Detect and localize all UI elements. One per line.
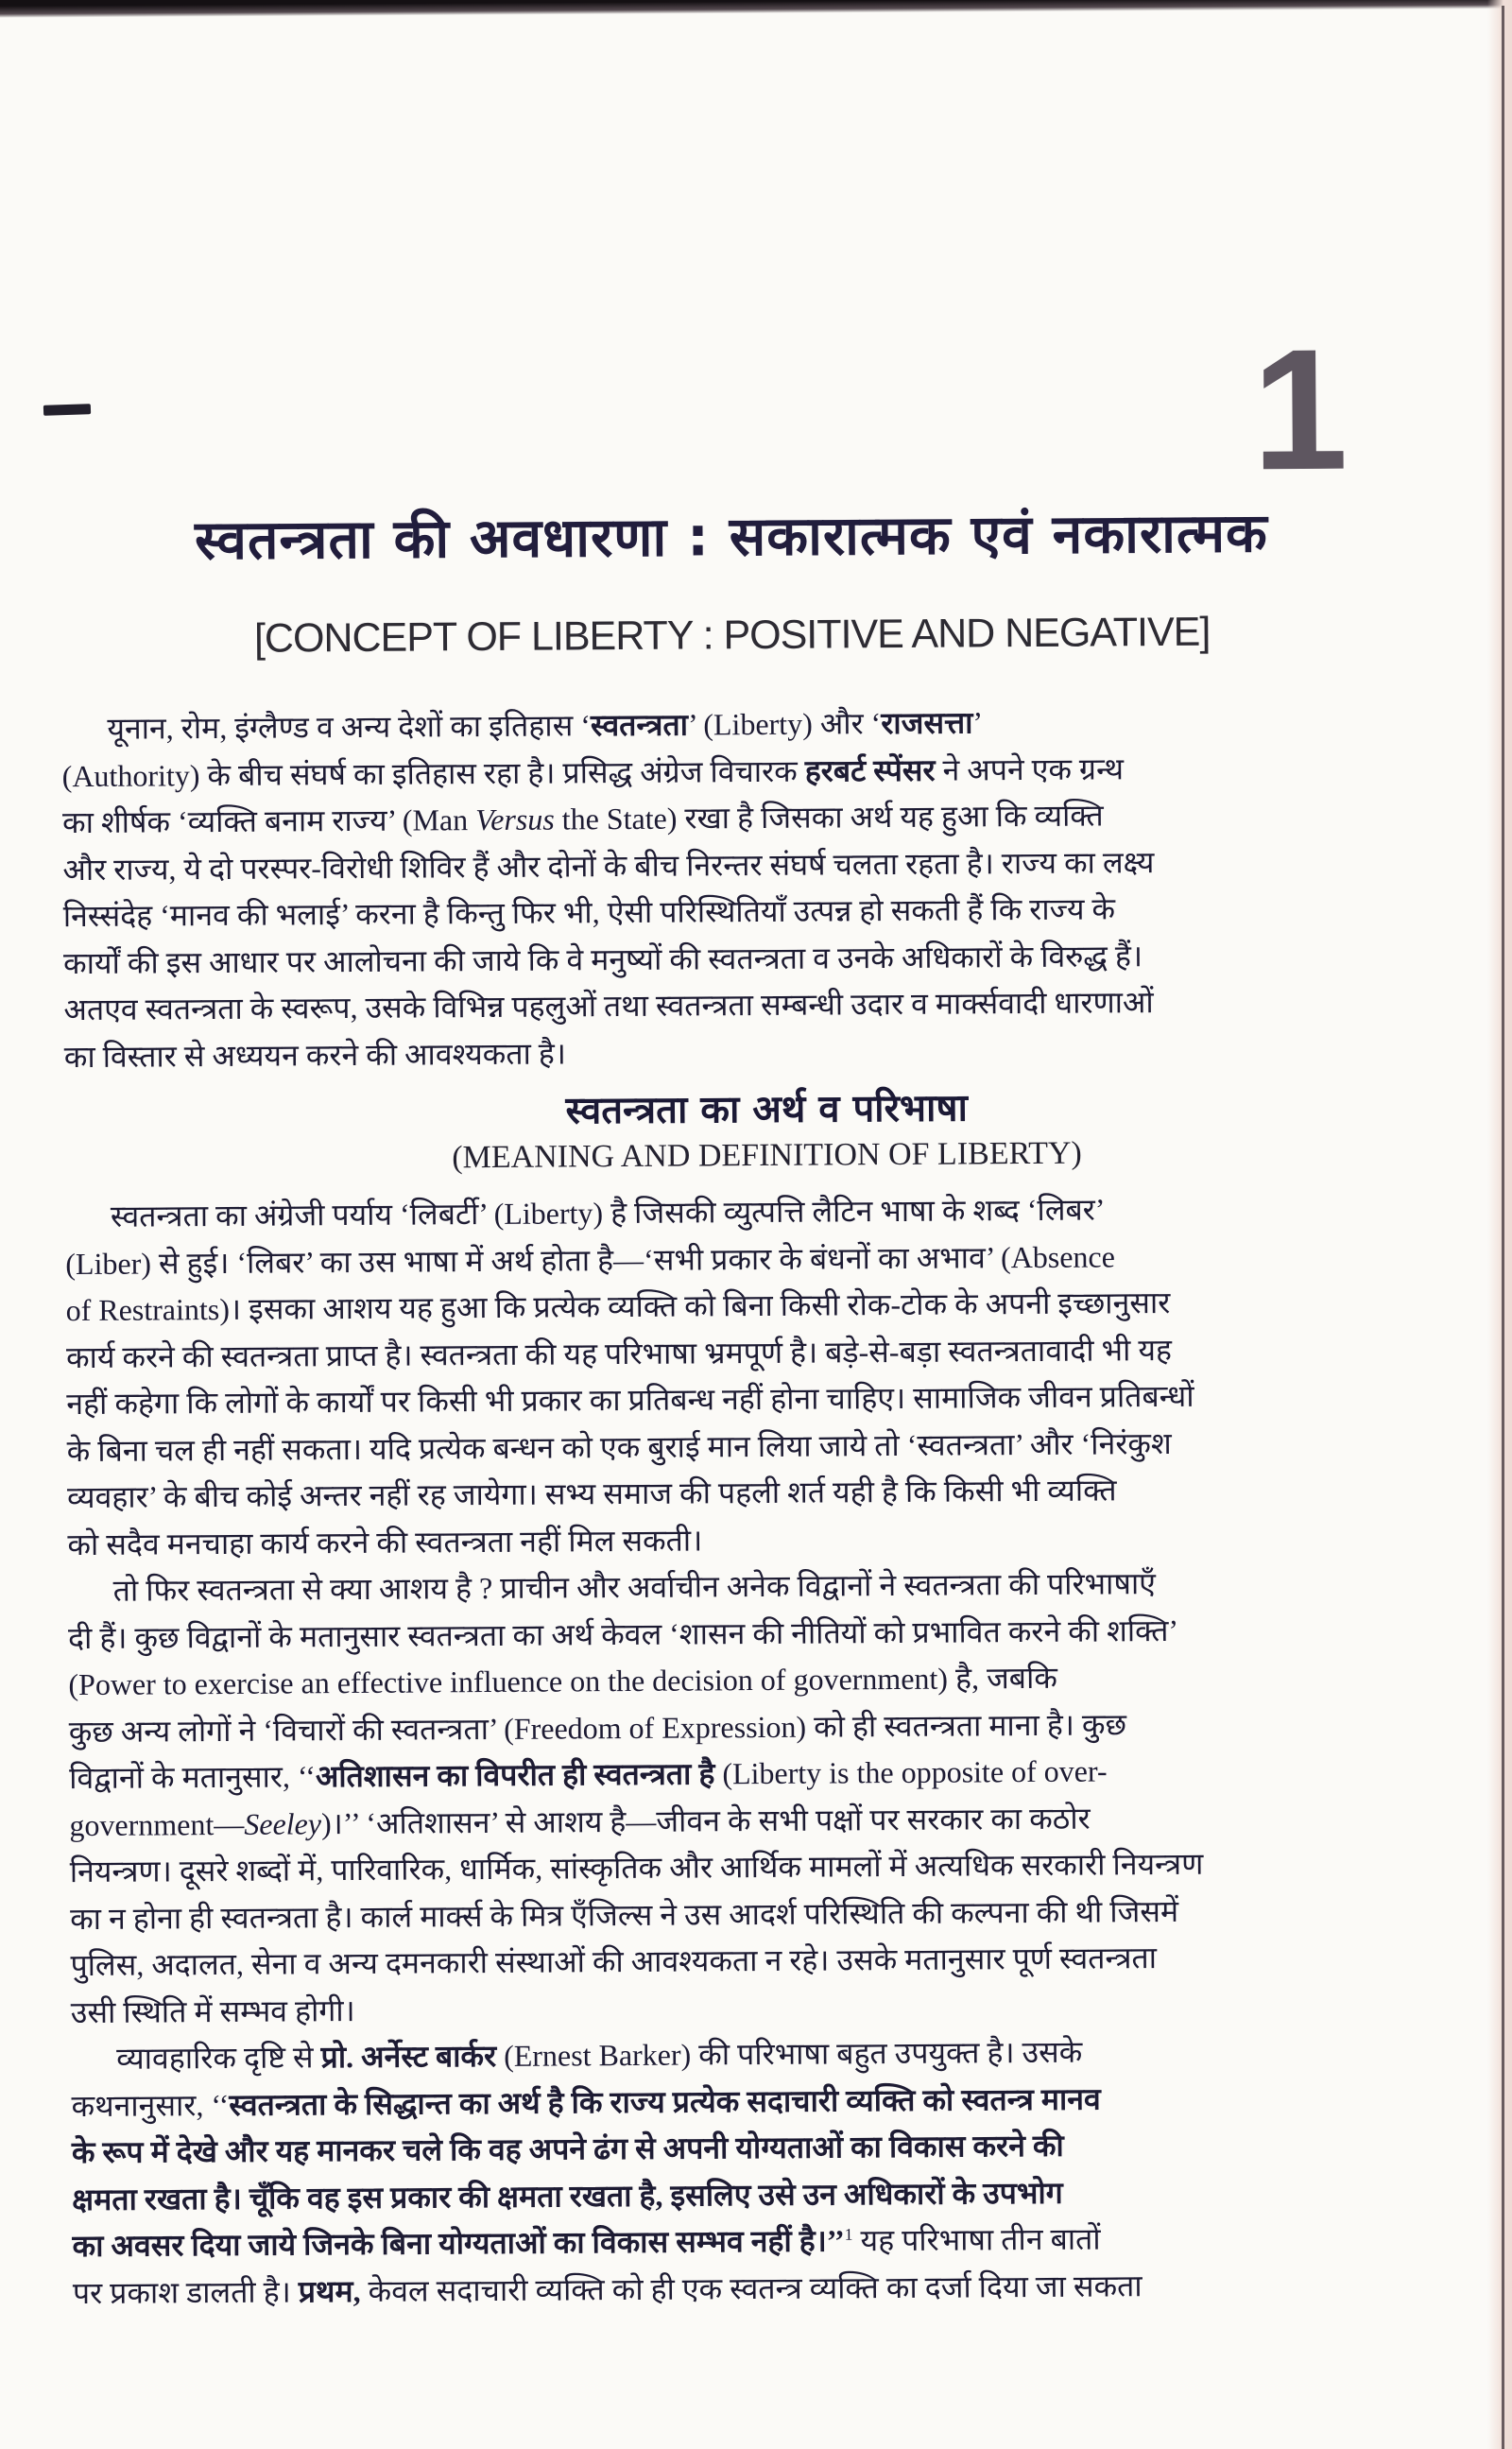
- text-segment: स्वतन्त्रता के सिद्धान्त का अर्थ है कि राज्य प्रत्येक सदाचारी व्यक्ति को स्वतन्त्र मानव: [229, 2081, 1101, 2122]
- text-segment: विद्वानों के मतानुसार, ‘‘: [68, 1759, 316, 1796]
- text-segment: नहीं कहेगा कि लोगों के कार्यों पर किसी भी प्रकार का प्रतिबन्ध नहीं होना चाहिए। सामाजिक जीवन प्रतिबन्धों: [66, 1378, 1194, 1422]
- text-segment: ’ (Liberty) और ‘: [687, 706, 882, 742]
- text-segment: उसी स्थिति में सम्भव होगी।: [70, 1992, 355, 2029]
- text-segment: दी हैं। कुछ विद्वानों के मतानुसार स्वतन्त्रता का अर्थ केवल ‘शासन की नीतियों को प्रभावित करने की शक्ति’: [67, 1613, 1179, 1655]
- text-segment: of Restraints)। इसका आशय यह हुआ कि प्रत्येक व्यक्ति को बिना किसी रोक-टोक के अपनी इच्छानुसार: [65, 1285, 1171, 1328]
- section-heading: स्वतन्त्रता का अर्थ व परिभाषा: [565, 1086, 969, 1133]
- text-segment: (Authority) के बीच संघर्ष का इतिहास रहा है। प्रसिद्ध अंग्रेज विचारक: [61, 753, 805, 793]
- text-segment: तो फिर स्वतन्त्रता से क्या आशय है ? प्राचीन और अर्वाचीन अनेक विद्वानों ने स्वतन्त्रता की परिभाषाएँ: [112, 1566, 1157, 1608]
- section-subheading: (MEANING AND DEFINITION OF LIBERTY): [452, 1135, 1082, 1176]
- text-segment: केवल सदाचारी व्यक्ति को ही एक स्वतन्त्र व्यक्ति का दर्जा दिया जा सकता: [360, 2268, 1143, 2308]
- paragraph: [68, 1559, 1475, 2036]
- text-segment: यह परिभाषा तीन बातों: [852, 2221, 1101, 2258]
- text-segment: ने अपने एक ग्रन्थ: [935, 750, 1125, 787]
- text-segment: (Liberty is the opposite of over-: [714, 1753, 1108, 1791]
- body-text: [61, 697, 1477, 2317]
- intro-paragraph: [61, 697, 1469, 1080]
- text-segment: व्यवहार’ के बीच कोई अन्तर नहीं रह जायेगा। सभ्य समाज की पहली शर्त यही है कि किसी भी व्यक्ति: [66, 1473, 1117, 1515]
- text-segment: यूनान, रोम, इंग्लैण्ड व अन्य देशों का इतिहास ‘: [107, 708, 592, 746]
- text-segment: का विस्तार से अध्ययन करने की आवश्यकता है।: [63, 1035, 567, 1074]
- text-segment: व्यावहारिक दृष्टि से: [116, 2040, 321, 2076]
- text-segment: क्षमता रखता है। चूँकि वह इस प्रकार की क्षमता रखता है, इसलिए उसे उन अधिकारों के उपभोग: [72, 2175, 1063, 2216]
- text-segment: स्वतन्त्रता: [590, 707, 689, 743]
- text-segment: (Power to exercise an effective influence on the decision of government) है, जबकि: [68, 1660, 1057, 1702]
- text-segment: कार्यों की इस आधार पर आलोचना की जाये कि वे मनुष्यों की स्वतन्त्रता व उनके अधिकारों के विरुद्ध हैं।: [62, 938, 1143, 980]
- section-paragraphs: [65, 1184, 1477, 2317]
- text-segment: (Ernest Barker) की परिभाषा बहुत उपयुक्त है। उसके: [495, 2034, 1083, 2073]
- text-segment: अतिशासन का विपरीत ही स्वतन्त्रता है: [315, 1756, 715, 1794]
- text-segment: के रूप में देखे और यह मानकर चले कि वह अपने ढंग से अपनी योग्यताओं का विकास करने की: [71, 2128, 1064, 2170]
- text-segment: (Liber) से हुई। ‘लिबर’ का उस भाषा में अर्थ होता है—‘सभी प्रकार के बंधनों का अभाव’ (Absence: [65, 1238, 1116, 1281]
- text-segment: के बिना चल ही नहीं सकता। यदि प्रत्येक बन्धन को एक बुराई मान लिया जाये तो ‘स्वतन्त्रता’ और ‘निरंकुश: [66, 1425, 1172, 1468]
- chapter-number: 1: [1251, 312, 1349, 507]
- text-segment: को सदैव मनचाहा कार्य करने की स्वतन्त्रता नहीं मिल सकती।: [67, 1522, 703, 1561]
- text-line: [64, 1024, 1469, 1080]
- text-segment: का न होना ही स्वतन्त्रता है। कार्ल मार्क्स के मित्र एँजिल्स ने उस आदर्श परिस्थिति की कल्पना की थी जिसमें: [70, 1893, 1179, 1936]
- text-segment: Versus: [475, 802, 555, 837]
- text-segment: अतएव स्वतन्त्रता के स्वरूप, उसके विभिन्न पहलुओं तथा स्वतन्त्रता सम्बन्धी उदार व मार्क्सवादी धारणाओं: [63, 985, 1154, 1027]
- text-segment: )।’’ ‘अतिशासन’ से आशय है—जीवन के सभी पक्षों पर सरकार का कठोर: [320, 1801, 1091, 1840]
- text-segment: कार्य करने की स्वतन्त्रता प्राप्त है। स्वतन्त्रता की यह परिभाषा भ्रमपूर्ण है। बड़े-से-बड़ा स्वतन्त्रतावादी भी यह: [65, 1332, 1173, 1374]
- text-segment: पुलिस, अदालत, सेना व अन्य दमनकारी संस्थाओं की आवश्यकता न रहे। उसके मतानुसार पूर्ण स्वतन्त्रता: [70, 1940, 1158, 1983]
- text-segment: कथनानुसार, ‘‘: [71, 2087, 230, 2123]
- text-segment: और राज्य, ये दो परस्पर-विरोधी शिविर हैं और दोनों के बीच निरन्तर संघर्ष चलता रहता है। राज्य का लक्ष्य: [62, 844, 1155, 887]
- text-segment: नियन्त्रण। दूसरे शब्दों में, पारिवारिक, धार्मिक, सांस्कृतिक और आर्थिक मामलों में अत्यधिक सरकारी नियन्त्रण: [69, 1846, 1204, 1889]
- chapter-title: स्वतन्त्रता की अवधारणा : सकारात्मक एवं नकारात्मक: [194, 502, 1269, 573]
- paragraph: [65, 1184, 1472, 1568]
- text-segment: राजसत्ता: [881, 705, 973, 741]
- text-segment: the State) रखा है जिसका अर्थ यह हुआ कि व्यक्ति: [554, 798, 1104, 836]
- text-segment: प्रथम,: [298, 2273, 361, 2308]
- text-segment: ’: [972, 705, 984, 740]
- text-segment: government—: [69, 1806, 245, 1842]
- footnote-marker: 1: [844, 2224, 853, 2244]
- paragraph: [71, 2026, 1477, 2317]
- text-segment: Seeley: [244, 1805, 322, 1841]
- text-segment: हरबर्ट स्पेंसर: [804, 752, 936, 788]
- text-segment: का अवसर दिया जाये जिनके बिना योग्यताओं का विकास सम्भव नहीं है।’’: [72, 2223, 845, 2264]
- text-segment: पर प्रकाश डालती है।: [72, 2273, 299, 2310]
- text-line: [73, 2260, 1477, 2317]
- paragraph: [61, 697, 1469, 1080]
- text-segment: का शीर्षक ‘व्यक्ति बनाम राज्य’ (Man: [61, 802, 476, 840]
- text-segment: स्वतन्त्रता का अंग्रेजी पर्याय ‘लिबर्टी’ (Liberty) है जिसकी व्युत्पत्ति लैटिन भाषा के शब्द ‘लिबर’: [110, 1192, 1106, 1233]
- text-segment: प्रो. अर्नेस्ट बार्कर: [320, 2038, 497, 2075]
- text-segment: कुछ अन्य लोगों ने ‘विचारों की स्वतन्त्रता’ (Freedom of Expression) को ही स्वतन्त्रता माना है। कुछ: [68, 1706, 1127, 1749]
- chapter-subtitle: [CONCEPT OF LIBERTY : POSITIVE AND NEGATIVE]: [253, 609, 1211, 662]
- text-segment: निस्संदेह ‘मानव की भलाई’ करना है किन्तु फिर भी, ऐसी परिस्थितियाँ उत्पन्न हो सकती हैं कि राज्य के: [62, 891, 1116, 934]
